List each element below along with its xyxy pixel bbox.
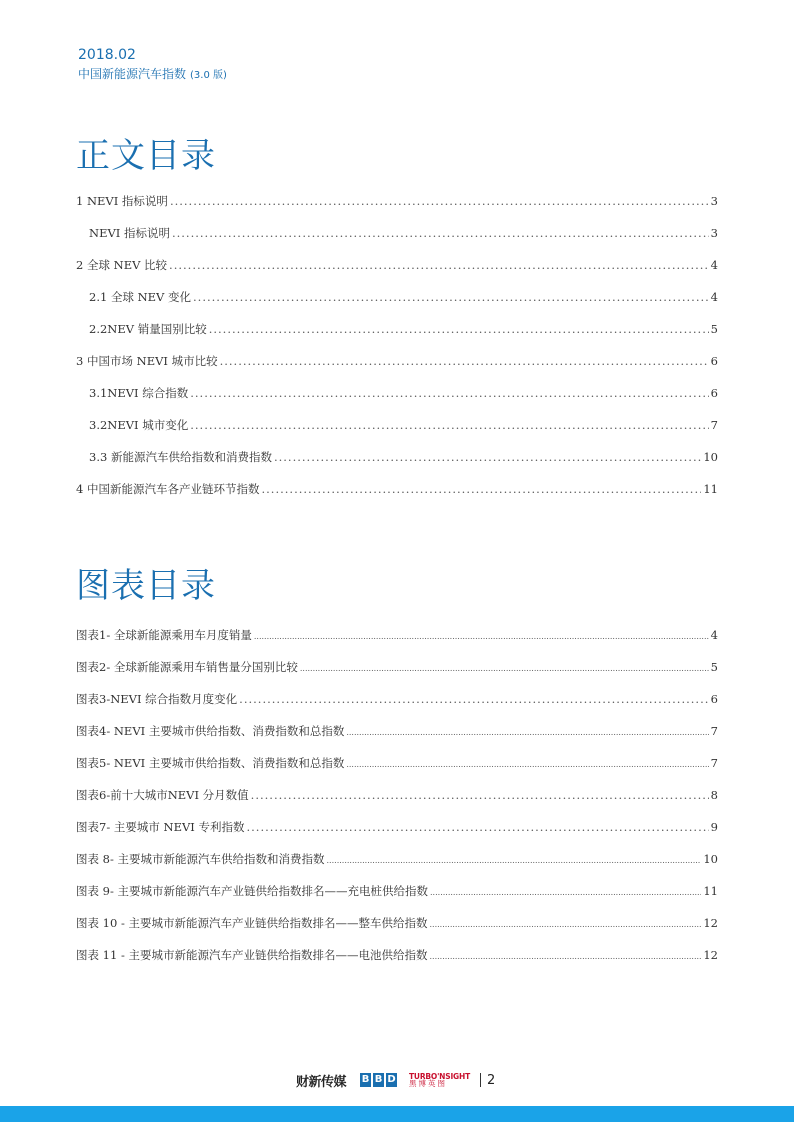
dot-leader — [193, 290, 709, 304]
toc-item-page: 6 — [710, 354, 718, 368]
figure-item-label: 图表 9- 主要城市新能源汽车产业链供给指数排名——充电桩供给指数 — [76, 884, 429, 898]
figure-item[interactable] — [76, 819, 718, 851]
dot-leader — [251, 788, 709, 802]
dot-leader — [346, 760, 708, 769]
toc-item-page: 4 — [710, 258, 718, 272]
turbonsight-logo-en: TURBO'NSIGHT — [409, 1071, 471, 1081]
toc-item-page: 11 — [703, 482, 718, 496]
figure-item-label: 图表7- 主要城市 NEVI 专利指数 — [76, 820, 245, 834]
dot-leader — [190, 386, 708, 400]
figure-item[interactable] — [76, 755, 718, 787]
report-version: (3.0 版) — [190, 70, 227, 81]
bbd-logo-letter: B — [374, 1074, 383, 1085]
figure-item-label: 图表 10 - 主要城市新能源汽车产业链供给指数排名——整车供给指数 — [76, 916, 428, 930]
dot-leader — [429, 952, 701, 961]
toc-item[interactable] — [76, 385, 718, 417]
toc-item-label: NEVI 指标说明 — [89, 226, 170, 240]
turbonsight-logo-cn: 黑博英图 — [409, 1079, 448, 1088]
toc-item[interactable] — [76, 257, 718, 289]
dot-leader — [346, 728, 708, 737]
toc-item-label: 1 NEVI 指标说明 — [76, 194, 168, 208]
toc-item-page: 4 — [710, 290, 718, 304]
toc-item-label: 4 中国新能源汽车各产业链环节指数 — [76, 482, 260, 496]
figure-item-page: 7 — [710, 724, 718, 738]
bbd-logo-letter: B — [361, 1074, 370, 1085]
figure-item-label: 图表 11 - 主要城市新能源汽车产业链供给指数排名——电池供给指数 — [76, 948, 428, 962]
toc-item[interactable] — [76, 289, 718, 321]
toc-item-page: 3 — [710, 226, 718, 240]
figure-item-page: 10 — [703, 852, 718, 866]
figure-item[interactable] — [76, 659, 718, 691]
toc-item-page: 7 — [710, 418, 718, 432]
figures-heading: 图表目录 — [76, 566, 216, 606]
toc-item[interactable] — [76, 321, 718, 353]
report-date: 2018.02 — [78, 47, 136, 63]
figure-item-page: 12 — [703, 916, 718, 930]
caixin-logo: 财新传媒 — [296, 1074, 347, 1090]
toc-item[interactable] — [76, 225, 718, 257]
figure-item-page: 12 — [703, 948, 718, 962]
dot-leader — [254, 632, 709, 641]
dot-leader — [190, 418, 708, 432]
toc-list — [76, 193, 718, 513]
dot-leader — [430, 888, 701, 897]
page-number: 2 — [487, 1072, 496, 1088]
turbonsight-logo — [409, 1073, 470, 1088]
figure-item-page: 7 — [710, 756, 718, 770]
dot-leader — [239, 692, 709, 706]
report-subtitle — [78, 66, 227, 84]
figure-item-label: 图表3-NEVI 综合指数月度变化 — [76, 692, 238, 706]
dot-leader — [274, 450, 701, 464]
toc-item-page: 6 — [710, 386, 718, 400]
figure-item-label: 图表1- 全球新能源乘用车月度销量 — [76, 628, 252, 642]
dot-leader — [170, 194, 709, 208]
toc-item[interactable] — [76, 193, 718, 225]
toc-heading: 正文目录 — [76, 136, 216, 176]
toc-item-page: 5 — [710, 322, 718, 336]
figure-item[interactable] — [76, 915, 718, 947]
page-number-divider — [480, 1073, 481, 1087]
dot-leader — [261, 482, 701, 496]
figure-item[interactable] — [76, 723, 718, 755]
dot-leader — [327, 856, 702, 865]
dot-leader — [300, 664, 709, 673]
figure-item-page: 11 — [703, 884, 718, 898]
dot-leader — [220, 354, 709, 368]
figure-item[interactable] — [76, 627, 718, 659]
figure-item-page: 5 — [710, 660, 718, 674]
figure-item-label: 图表4- NEVI 主要城市供给指数、消费指数和总指数 — [76, 724, 345, 738]
dot-leader — [246, 820, 708, 834]
toc-item-page: 10 — [703, 450, 718, 464]
figure-item-label: 图表6-前十大城市NEVI 分月数值 — [76, 788, 249, 802]
toc-item-page: 3 — [710, 194, 718, 208]
report-title: 中国新能源汽车指数 — [78, 67, 187, 81]
bottom-color-bar — [0, 1106, 794, 1122]
dot-leader — [172, 226, 709, 240]
toc-item[interactable] — [76, 481, 718, 513]
toc-item-label: 3.2NEVI 城市变化 — [89, 418, 189, 432]
figure-item-label: 图表 8- 主要城市新能源汽车供给指数和消费指数 — [76, 852, 325, 866]
figure-item[interactable] — [76, 787, 718, 819]
figure-item-label: 图表2- 全球新能源乘用车销售量分国别比较 — [76, 660, 298, 674]
dot-leader — [169, 258, 709, 272]
figures-list — [76, 627, 718, 979]
toc-item[interactable] — [76, 353, 718, 385]
figure-item-page: 8 — [710, 788, 718, 802]
toc-item-label: 2 全球 NEV 比较 — [76, 258, 168, 272]
toc-item-label: 2.2NEV 销量国别比较 — [89, 322, 207, 336]
figure-item[interactable] — [76, 691, 718, 723]
bbd-logo-letter: D — [387, 1074, 396, 1085]
toc-item[interactable] — [76, 417, 718, 449]
toc-item-label: 2.1 全球 NEV 变化 — [89, 290, 192, 304]
toc-item-label: 3.1NEVI 综合指数 — [89, 386, 189, 400]
dot-leader — [209, 322, 709, 336]
figure-item-page: 9 — [710, 820, 718, 834]
figure-item-label: 图表5- NEVI 主要城市供给指数、消费指数和总指数 — [76, 756, 345, 770]
figure-item[interactable] — [76, 851, 718, 883]
bbd-logo — [360, 1073, 397, 1087]
toc-item-label: 3.3 新能源汽车供给指数和消费指数 — [89, 450, 272, 464]
page-header — [78, 46, 227, 84]
figure-item-page: 4 — [710, 628, 718, 642]
figure-item[interactable] — [76, 947, 718, 979]
figure-item[interactable] — [76, 883, 718, 915]
toc-item-label: 3 中国市场 NEVI 城市比较 — [76, 354, 218, 368]
footer-logos — [296, 1070, 495, 1090]
toc-item[interactable] — [76, 449, 718, 481]
figure-item-page: 6 — [710, 692, 718, 706]
dot-leader — [429, 920, 701, 929]
